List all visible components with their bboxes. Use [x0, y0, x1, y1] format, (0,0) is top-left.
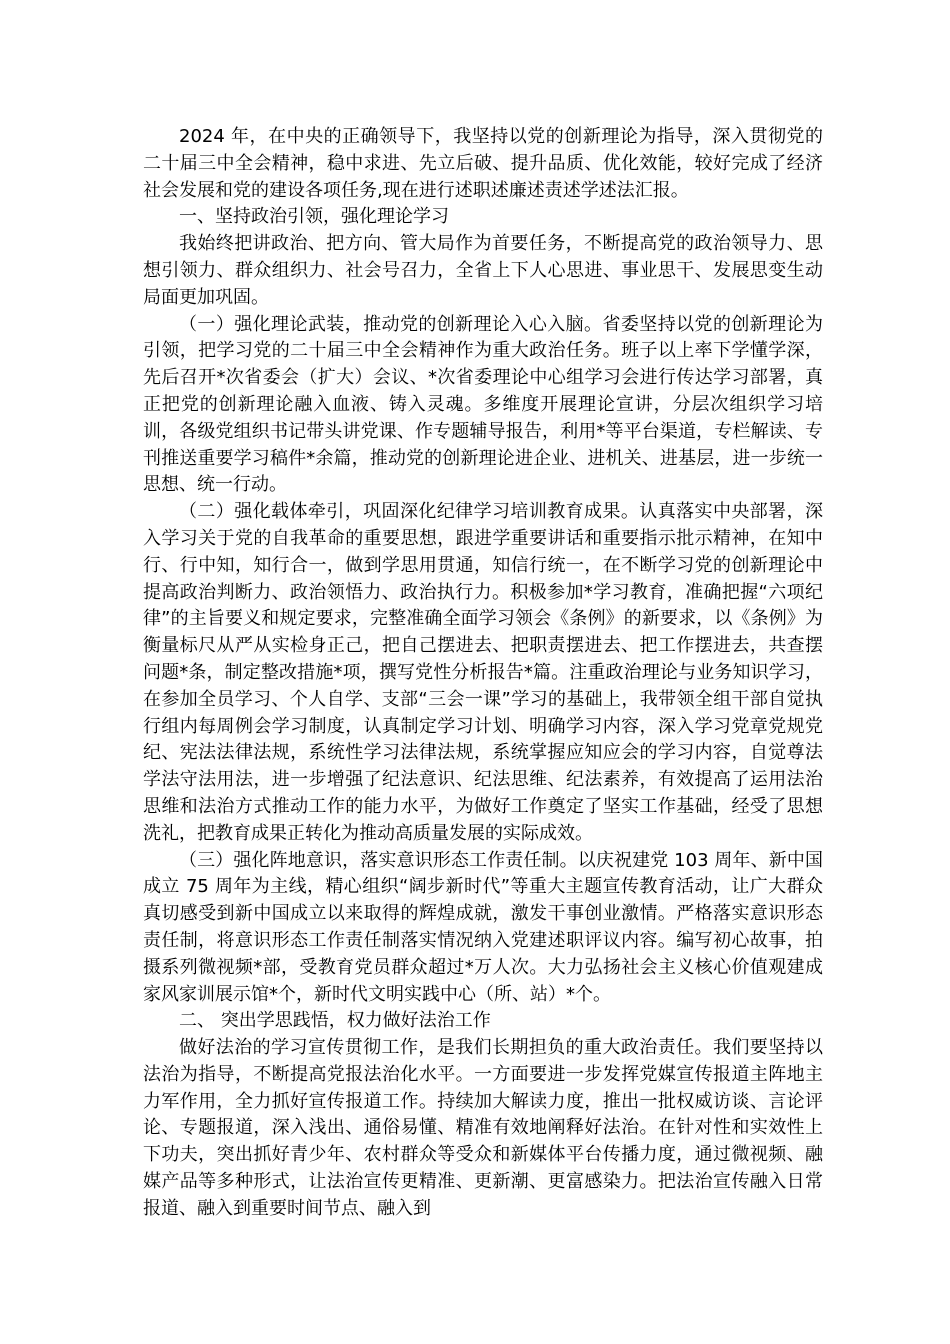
subsection-paragraph-1: （一）强化理论武装，推动党的创新理论入心入脑。省委坚持以党的创新理论为引领，把学习党的二十届三中全会精神作为重大政治任务。班子以上率下学懂学深，先后召开*次省委会（扩大）会议、*次省委理论中心组学习会进行传达学习部署，真正把党的创新理论融入血液、铸入灵魂。多维度开展理论宣讲，分层次组织学习培训，各级党组织书记带头讲党课、作专题辅导报告，利用*等平台渠道，专栏解读、专刊推送重要学习稿件*余篇，推动党的创新理论进企业、进机关、进基层，进一步统一思想、统一行动。: [143, 313, 823, 496]
subsection-paragraph-3: （三）强化阵地意识，落实意识形态工作责任制。以庆祝建党 103 周年、新中国成立 75 周年为主线，精心组织“阔步新时代”等重大主题宣传教育活动，让广大群众真切感受到新中国成立以来取得的辉煌成就，激发干事创业激情。严格落实意识形态责任制，将意识形态工作责任制落实情况纳入党建述职评议内容。编写初心故事，拍摄系列微视频*部，受教育党员群众超过*万人次。大力弘扬社会主义核心价值观建成家风家训展示馆*个，新时代文明实践中心（所、站）*个。: [143, 849, 823, 1005]
subsection-paragraph-2: （二）强化载体牵引，巩固深化纪律学习培训教育成果。认真落实中央部署，深入学习关于党的自我革命的重要思想，跟进学重要讲话和重要指示批示精神，在知中行、行中知，知行合一，做到学思用贯通，知信行统一，在不断学习党的创新理论中提高政治判断力、政治领悟力、政治执行力。积极参加*学习教育，准确把握“六项纪律”的主旨要义和规定要求，完整准确全面学习领会《条例》的新要求，以《条例》为衡量标尺从严从实检身正己，把自己摆进去、把职责摆进去、把工作摆进去，共查摆问题*条，制定整改措施*项，撰写党性分析报告*篇。注重政治理论与业务知识学习，在参加全员学习、个人自学、支部“三会一课”学习的基础上，我带领全组干部自觉执行组内每周例会学习制度，认真制定学习计划、明确学习内容，深入学习党章党规党纪、宪法法律法规，系统性学习法律法规，系统掌握应知应会的学习内容，自觉尊法学法守法用法，进一步增强了纪法意识、纪法思维、纪法素养，有效提高了运用法治思维和法治方式推动工作的能力水平，为做好工作奠定了坚实工作基础，经受了思想洗礼，把教育成果正转化为推动高质量发展的实际成效。: [143, 501, 823, 844]
body-paragraph: 我始终把讲政治、把方向、管大局作为首要任务，不断提高党的政治领导力、思想引领力、群众组织力、社会号召力，全省上下人心思进、事业思干、发展思变生动局面更加巩固。: [143, 233, 823, 308]
body-paragraph: 做好法治的学习宣传贯彻工作，是我们长期担负的重大政治责任。我们要坚持以法治为指导，不断提高党报法治化水平。一方面要进一步发挥党媒宣传报道主阵地主力军作用，全力抓好宣传报道工作。持续加大解读力度，推出一批权威访谈、言论评论、专题报道，深入浅出、通俗易懂、精准有效地阐释好法治。在针对性和实效性上下功夫，突出抓好青少年、农村群众等受众和新媒体平台传播力度，通过微视频、融媒产品等多种形式，让法治宣传更精准、更新潮、更富感染力。把法治宣传融入日常报道、融入到重要时间节点、融入到: [143, 1037, 823, 1219]
section-heading-2: 二、 突出学思践悟，权力做好法治工作: [179, 1010, 491, 1032]
intro-paragraph: 2024 年，在中央的正确领导下，我坚持以党的创新理论为指导，深入贯彻党的二十届三中全会精神，稳中求进、先立后破、提升品质、优化效能，较好完成了经济社会发展和党的建设各项任务,现在进行述职述廉述责述学述法汇报。: [143, 126, 823, 201]
document-body: [143, 124, 823, 1223]
section-heading-1: 一、坚持政治引领，强化理论学习: [179, 206, 449, 228]
